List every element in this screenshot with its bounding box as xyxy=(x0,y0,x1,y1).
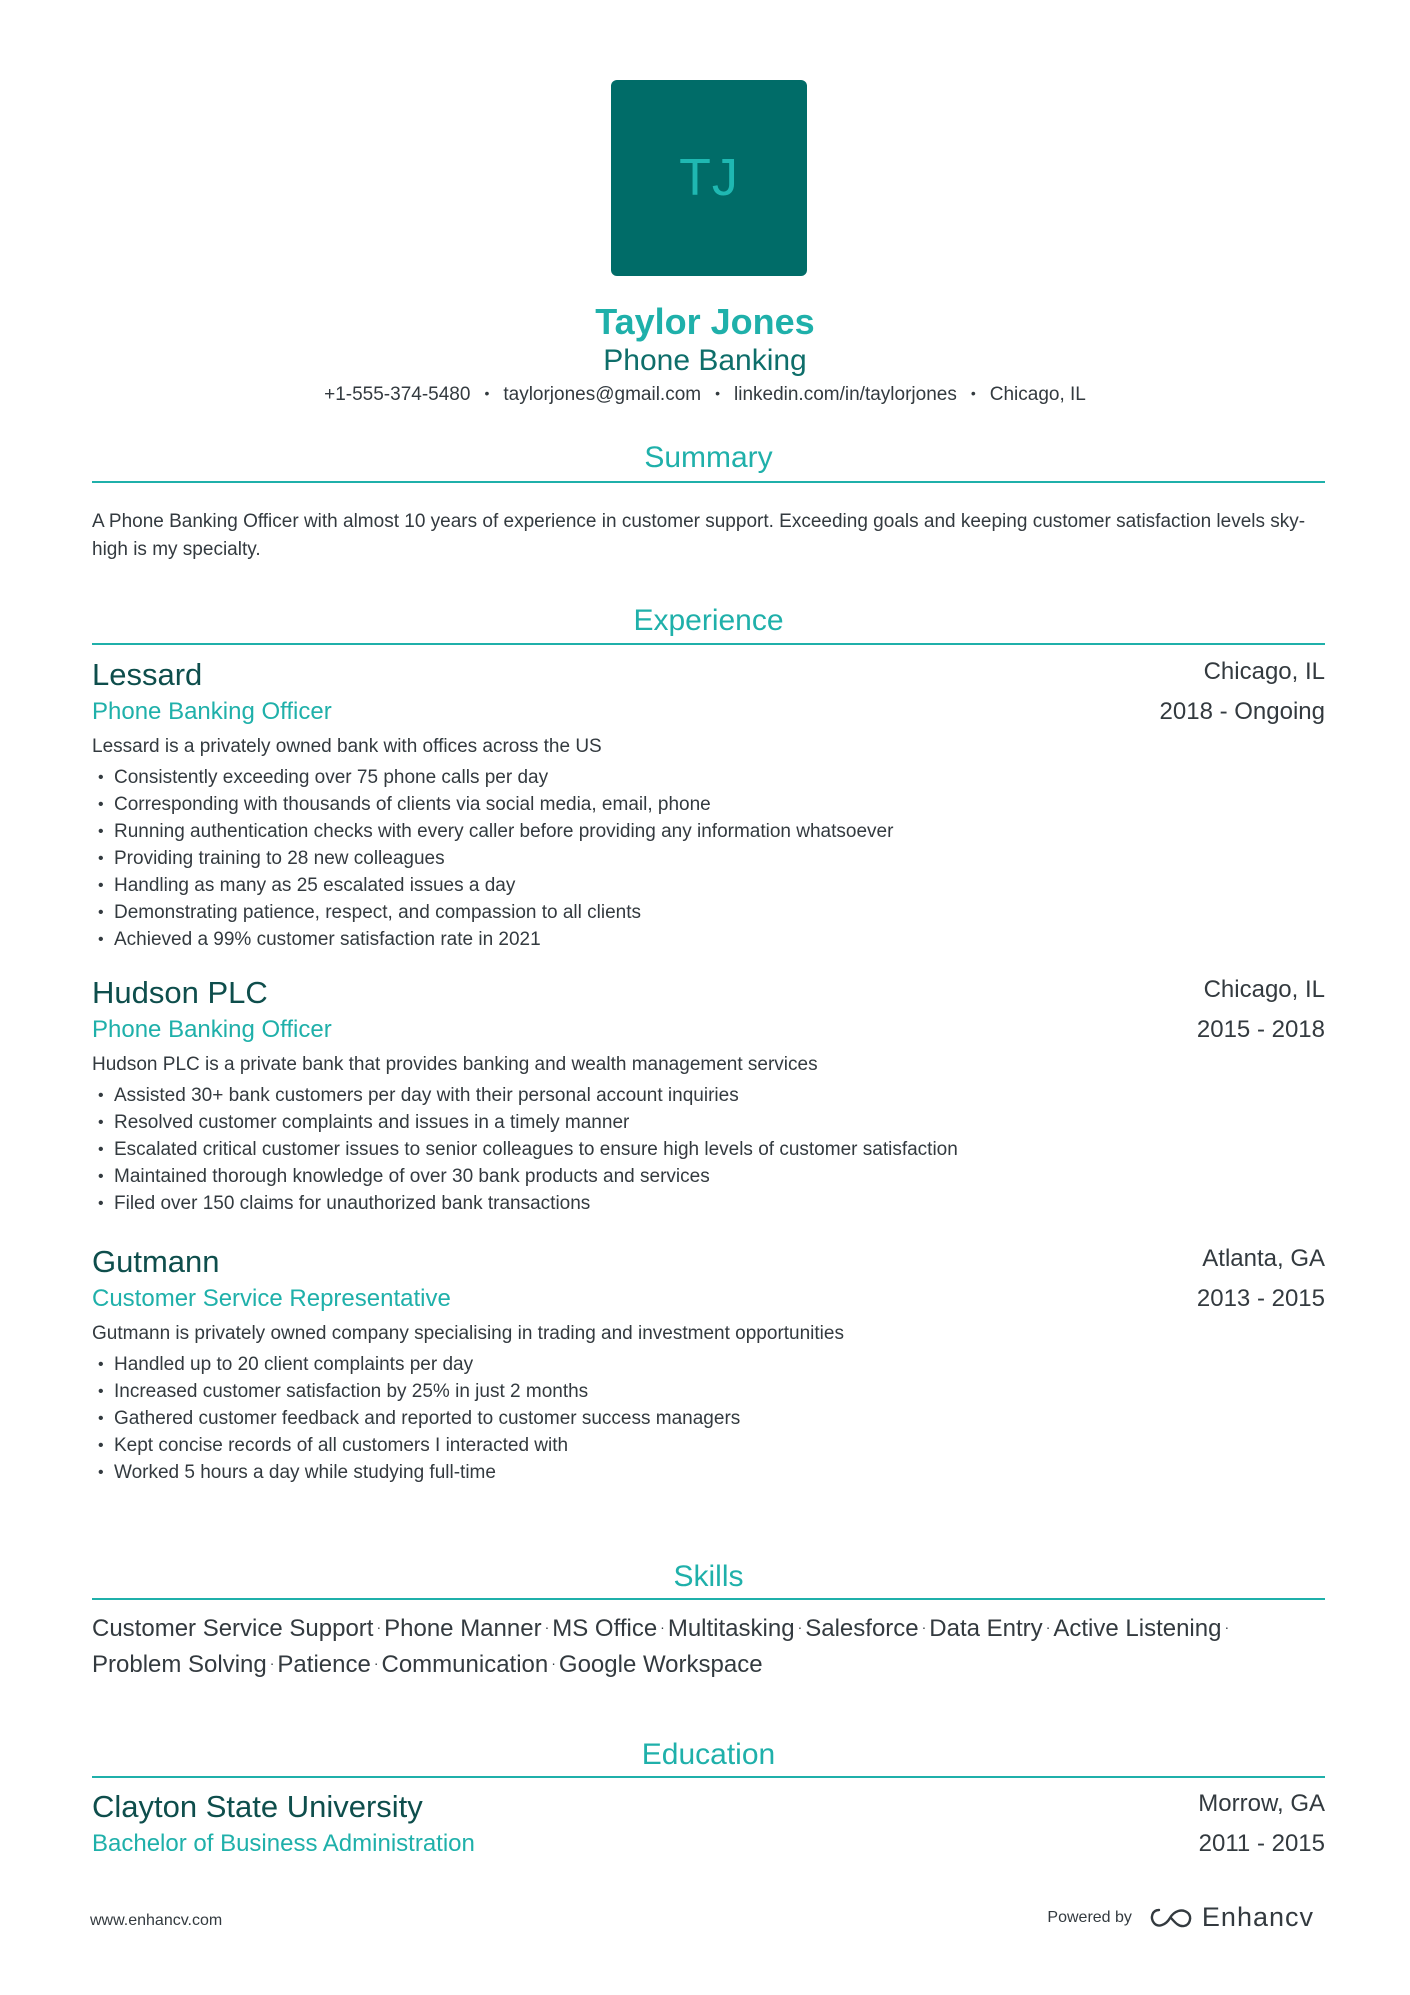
list-item: • Handling as many as 25 escalated issues a day xyxy=(92,872,893,899)
list-item: • Corresponding with thousands of clients via social media, email, phone xyxy=(92,791,893,818)
avatar xyxy=(611,80,807,276)
list-item: • Providing training to 28 new colleagues xyxy=(92,845,893,872)
skills-heading: Skills xyxy=(673,1560,744,1593)
education-school: Clayton State University xyxy=(92,1789,423,1824)
list-item: • Gathered customer feedback and reported to customer success managers xyxy=(92,1405,740,1432)
linkedin-link[interactable]: linkedin.com/in/taylorjones xyxy=(734,384,957,405)
skill-separator: · xyxy=(544,1619,550,1635)
skill-separator: · xyxy=(797,1619,803,1635)
experience-heading: Experience xyxy=(633,604,784,637)
skill-separator: · xyxy=(376,1619,382,1635)
skill-item: Phone Manner xyxy=(384,1615,542,1642)
contact-separator: • xyxy=(484,385,490,401)
job-title: Customer Service Representative xyxy=(92,1285,451,1312)
skill-item: Patience xyxy=(277,1651,371,1678)
list-item: • Demonstrating patience, respect, and compassion to all clients xyxy=(92,899,893,926)
skill-separator: · xyxy=(1045,1619,1051,1635)
skill-item: MS Office xyxy=(552,1615,658,1642)
list-item: • Escalated critical customer issues to senior colleagues to ensure high levels of customer satisfaction xyxy=(92,1136,958,1163)
skill-separator: · xyxy=(1224,1619,1230,1635)
list-item: • Maintained thorough knowledge of over 30 bank products and services xyxy=(92,1163,958,1190)
email-link[interactable]: taylorjones@gmail.com xyxy=(503,384,702,405)
footer-website-link[interactable]: www.enhancv.com xyxy=(90,1912,223,1929)
skill-item: Communication xyxy=(381,1651,549,1678)
skill-item: Multitasking xyxy=(667,1615,795,1642)
job-company: Gutmann xyxy=(92,1244,220,1279)
job-bullets xyxy=(92,1082,958,1217)
skill-item: Data Entry xyxy=(929,1615,1043,1642)
job-location: Atlanta, GA xyxy=(1202,1245,1325,1272)
list-item: • Filed over 150 claims for unauthorized bank transactions xyxy=(92,1190,958,1217)
list-item: • Resolved customer complaints and issues in a timely manner xyxy=(92,1109,958,1136)
skills-list xyxy=(92,1610,1332,1682)
skill-separator: · xyxy=(269,1655,275,1671)
job-description: Gutmann is privately owned company specialising in trading and investment opportunities xyxy=(92,1323,844,1344)
list-item: • Achieved a 99% customer satisfaction rate in 2021 xyxy=(92,926,893,953)
education-degree: Bachelor of Business Administration xyxy=(92,1830,475,1857)
list-item: • Increased customer satisfaction by 25% in just 2 months xyxy=(92,1378,740,1405)
list-item: • Kept concise records of all customers I interacted with xyxy=(92,1432,740,1459)
skill-separator: · xyxy=(660,1619,665,1635)
list-item: • Consistently exceeding over 75 phone calls per day xyxy=(92,764,893,791)
job-description: Hudson PLC is a private bank that provides banking and wealth management services xyxy=(92,1054,818,1075)
list-item: • Assisted 30+ bank customers per day with their personal account inquiries xyxy=(92,1082,958,1109)
job-location: Chicago, IL xyxy=(1203,658,1325,685)
job-description: Lessard is a privately owned bank with offices across the US xyxy=(92,736,602,757)
location-text: Chicago, IL xyxy=(989,384,1086,405)
skill-item: Salesforce xyxy=(805,1615,919,1642)
summary-divider xyxy=(92,481,1325,483)
brand-name: Enhancv xyxy=(1201,1902,1314,1932)
summary-heading: Summary xyxy=(644,441,773,474)
job-location: Chicago, IL xyxy=(1203,976,1325,1003)
skill-separator: · xyxy=(921,1619,927,1635)
skill-separator: · xyxy=(551,1655,556,1671)
skill-item: Problem Solving xyxy=(92,1651,267,1678)
job-title: Phone Banking Officer xyxy=(92,1016,332,1043)
job-company: Lessard xyxy=(92,657,203,692)
skill-item: Google Workspace xyxy=(558,1651,763,1678)
contact-info xyxy=(0,380,1410,408)
contact-separator: • xyxy=(970,385,976,401)
list-item: • Worked 5 hours a day while studying full-time xyxy=(92,1459,740,1486)
job-bullets xyxy=(92,764,893,953)
avatar-initials: TJ xyxy=(679,149,739,207)
summary-text: A Phone Banking Officer with almost 10 years of experience in customer support. Exceeding goals and keeping customer satisfaction levels sky-high is my specialty. xyxy=(92,511,1306,560)
education-heading: Education xyxy=(641,1738,776,1771)
enhancv-brand-link[interactable] xyxy=(1148,1902,1314,1933)
skills-divider xyxy=(92,1598,1325,1600)
job-company: Hudson PLC xyxy=(92,975,268,1010)
skill-item: Customer Service Support xyxy=(92,1615,374,1642)
education-divider xyxy=(92,1776,1325,1778)
skill-item: Active Listening xyxy=(1053,1615,1222,1642)
footer-branding xyxy=(1047,1902,1314,1933)
education-dates: 2011 - 2015 xyxy=(1198,1830,1325,1857)
education-location: Morrow, GA xyxy=(1198,1790,1325,1817)
list-item: • Running authentication checks with every caller before providing any information whatsoever xyxy=(92,818,893,845)
job-dates: 2018 - Ongoing xyxy=(1159,698,1325,725)
job-dates: 2015 - 2018 xyxy=(1196,1016,1325,1043)
candidate-role: Phone Banking xyxy=(603,344,807,377)
job-dates: 2013 - 2015 xyxy=(1196,1285,1325,1312)
enhancv-logo-icon xyxy=(1148,1906,1194,1930)
powered-by-label: Powered by xyxy=(1047,1908,1132,1926)
phone-number[interactable]: +1-555-374-5480 xyxy=(324,384,471,405)
job-bullets xyxy=(92,1351,740,1486)
job-title: Phone Banking Officer xyxy=(92,698,332,725)
candidate-name: Taylor Jones xyxy=(595,301,815,342)
list-item: • Handled up to 20 client complaints per day xyxy=(92,1351,740,1378)
contact-separator: • xyxy=(715,385,720,401)
skill-separator: · xyxy=(373,1655,379,1671)
experience-divider xyxy=(92,643,1325,645)
